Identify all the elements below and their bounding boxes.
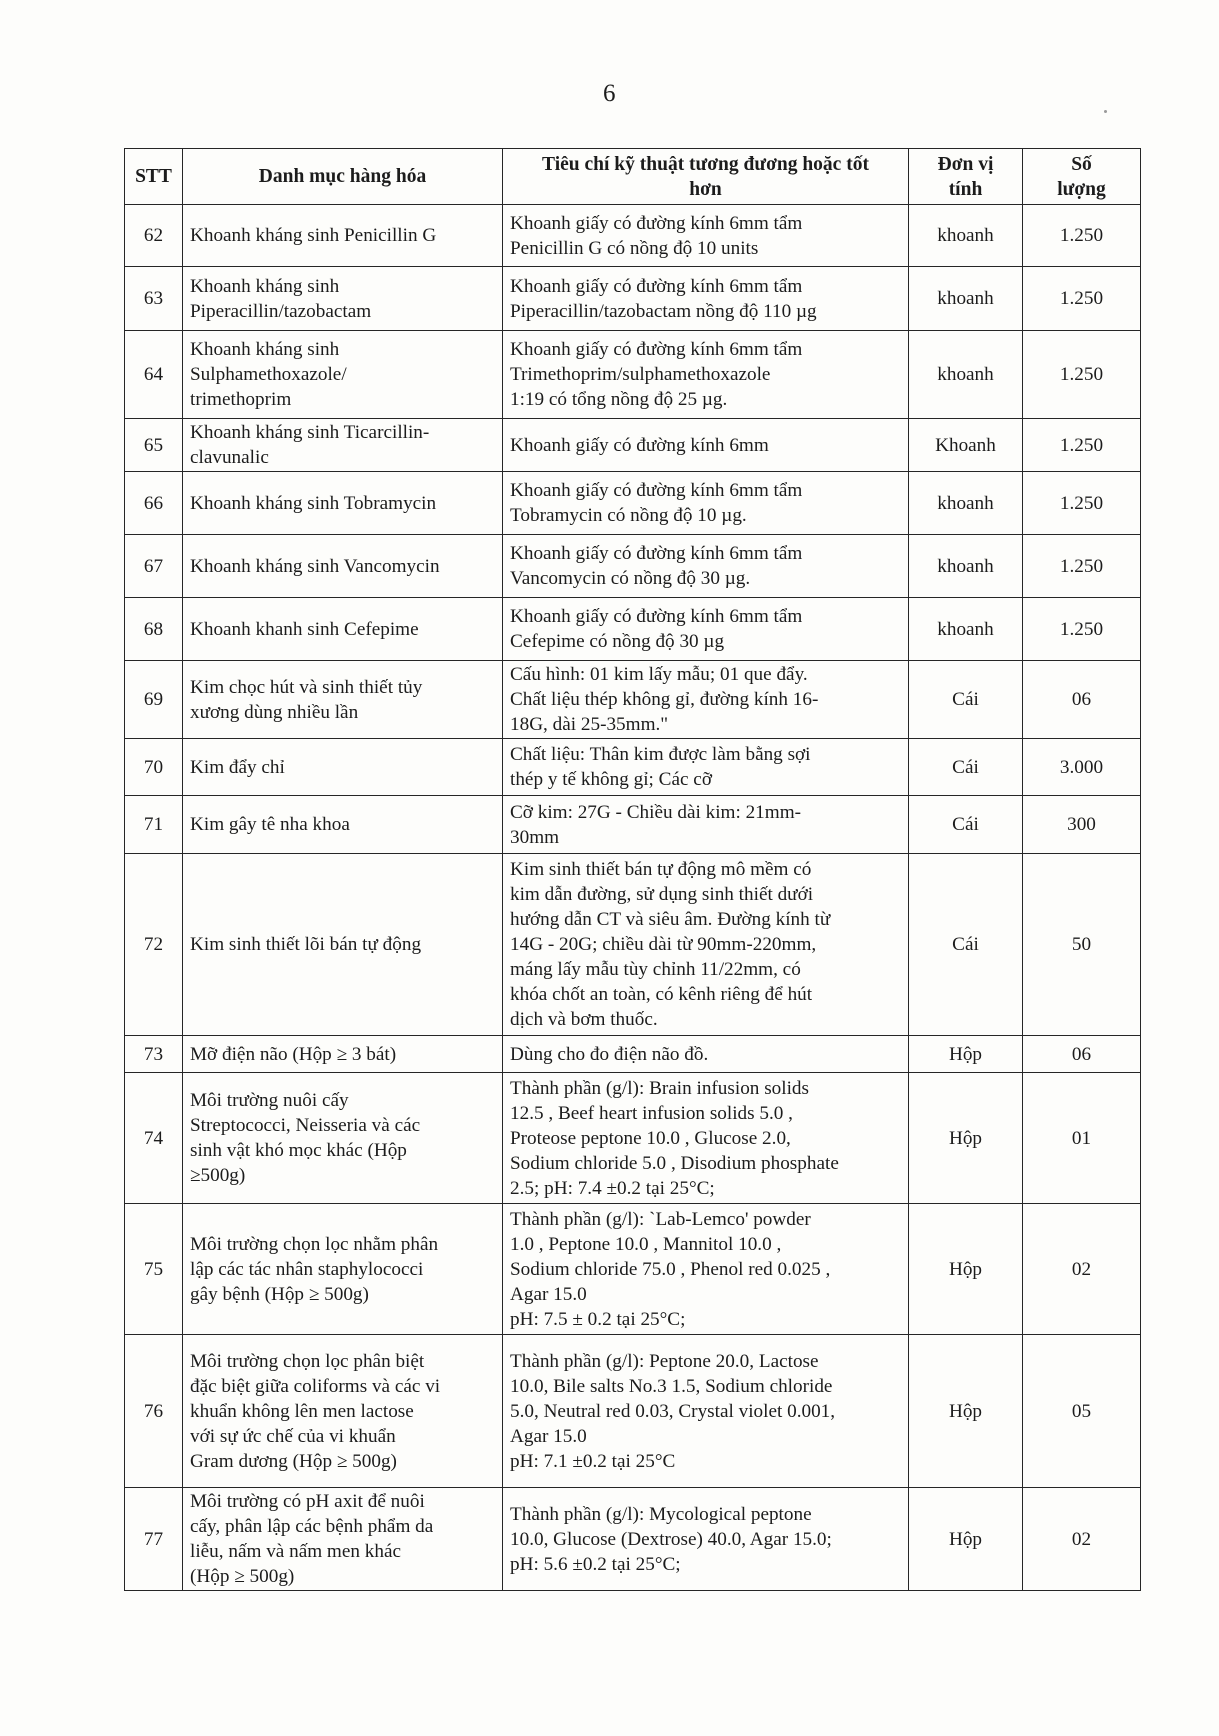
cell-spec [503, 331, 909, 419]
cell-stt: 75 [125, 1204, 183, 1335]
cell-spec-line: 5.0, Neutral red 0.03, Crystal violet 0.001, [510, 1400, 836, 1422]
cell-spec [503, 1204, 909, 1335]
table-row [125, 267, 1141, 331]
cell-name-line: Sulphamethoxazole/ [190, 364, 347, 385]
cell-name [183, 739, 503, 796]
cell-name-line: cấy, phân lập các bệnh phẩm da [190, 1516, 434, 1537]
cell-unit: khoanh [909, 535, 1023, 598]
cell-spec-line: hướng dẫn CT và siêu âm. Đường kính từ [510, 909, 831, 930]
cell-name-line: Môi trường chọn lọc phân biệt [190, 1350, 425, 1372]
cell-name-line: clavunalic [190, 447, 269, 468]
cell-qty: 1.250 [1023, 598, 1141, 661]
cell-unit: Cái [909, 854, 1023, 1036]
cell-spec-line: Sodium chloride 75.0 , Phenol red 0.025 , [510, 1258, 831, 1280]
cell-stt: 67 [125, 535, 183, 598]
cell-spec-line: máng lấy mẫu tùy chỉnh 11/22mm, có [510, 959, 801, 980]
cell-name-line: Mỡ điện não (Hộp ≥ 3 bát) [190, 1043, 397, 1065]
cell-stt: 63 [125, 267, 183, 331]
table-row [125, 472, 1141, 535]
cell-name-line: Kim chọc hút và sinh thiết tủy [190, 676, 423, 698]
cell-name-line: Khoanh kháng sinh [190, 275, 340, 297]
cell-name [183, 661, 503, 739]
cell-spec [503, 267, 909, 331]
cell-spec-line: Khoanh giấy có đường kính 6mm tẩm [510, 480, 803, 501]
cell-stt: 71 [125, 796, 183, 854]
cell-spec-line: Agar 15.0 [510, 1283, 587, 1305]
cell-stt: 69 [125, 661, 183, 739]
cell-unit: Cái [909, 796, 1023, 854]
cell-spec-line: 10.0, Glucose (Dextrose) 40.0, Agar 15.0; [510, 1528, 832, 1550]
cell-spec-line: Khoanh giấy có đường kính 6mm tẩm [510, 212, 803, 234]
cell-spec-line: 12.5 , Beef heart infusion solids 5.0 , [510, 1102, 793, 1124]
cell-spec [503, 854, 909, 1036]
table-row [125, 739, 1141, 796]
cell-unit: Khoanh [909, 419, 1023, 472]
table-body [125, 205, 1141, 1591]
cell-name [183, 796, 503, 854]
goods-table [124, 148, 1141, 1591]
header-name: Danh mục hàng hóa [183, 149, 503, 205]
cell-name-line: gây bệnh (Hộp ≥ 500g) [190, 1283, 369, 1305]
table-row [125, 535, 1141, 598]
cell-name-line: Môi trường có pH axit để nuôi [190, 1491, 425, 1512]
cell-name [183, 267, 503, 331]
cell-unit: Cái [909, 661, 1023, 739]
cell-name-line: Piperacillin/tazobactam [190, 300, 372, 322]
cell-spec-line: 1.0 , Peptone 10.0 , Mannitol 10.0 , [510, 1233, 782, 1255]
page-number: 6 [603, 80, 616, 107]
cell-spec-line: Piperacillin/tazobactam nồng độ 110 µg [510, 300, 817, 322]
cell-qty: 1.250 [1023, 205, 1141, 267]
table-row [125, 205, 1141, 267]
table-row [125, 1036, 1141, 1073]
header-qty-line: Số [1071, 153, 1092, 175]
cell-name-line: Kim sinh thiết lõi bán tự động [190, 934, 422, 955]
header-qty [1023, 149, 1141, 205]
cell-name-line: (Hộp ≥ 500g) [190, 1566, 295, 1587]
cell-stt: 66 [125, 472, 183, 535]
cell-stt: 72 [125, 854, 183, 1036]
cell-spec-line: 10.0, Bile salts No.3 1.5, Sodium chloride [510, 1375, 833, 1397]
cell-spec-line: Khoanh giấy có đường kính 6mm [510, 434, 769, 456]
cell-spec-line: thép y tế không gỉ; Các cỡ [510, 769, 712, 790]
cell-name-line: đặc biệt giữa coliforms và các vi [190, 1375, 441, 1397]
cell-spec-line: kim dẫn đường, sử dụng sinh thiết dưới [510, 884, 814, 905]
table-row [125, 598, 1141, 661]
cell-spec [503, 205, 909, 267]
cell-spec-line: 30mm [510, 826, 560, 848]
table-row [125, 661, 1141, 739]
cell-qty: 06 [1023, 661, 1141, 739]
cell-name [183, 419, 503, 472]
cell-name-line: Môi trường nuôi cấy [190, 1090, 349, 1111]
cell-name [183, 1335, 503, 1488]
cell-spec-line: Cấu hình: 01 kim lấy mẫu; 01 que đẩy. [510, 664, 808, 685]
cell-spec-line: Chất liệu thép không gỉ, đường kính 16- [510, 689, 819, 710]
cell-spec-line: Vancomycin có nồng độ 30 µg. [510, 568, 751, 589]
table-row [125, 331, 1141, 419]
cell-qty: 3.000 [1023, 739, 1141, 796]
cell-name [183, 598, 503, 661]
cell-qty: 06 [1023, 1036, 1141, 1073]
cell-stt: 73 [125, 1036, 183, 1073]
cell-spec-line: Dùng cho đo điện não đồ. [510, 1043, 709, 1065]
cell-qty: 1.250 [1023, 331, 1141, 419]
cell-spec-line: Cỡ kim: 27G - Chiều dài kim: 21mm- [510, 801, 802, 823]
cell-name [183, 1036, 503, 1073]
cell-stt: 77 [125, 1488, 183, 1591]
cell-qty: 1.250 [1023, 472, 1141, 535]
cell-spec-line: Khoanh giấy có đường kính 6mm tẩm [510, 543, 803, 564]
cell-spec-line: Thành phần (g/l): Mycological peptone [510, 1503, 812, 1525]
table-row [125, 1335, 1141, 1488]
cell-name [183, 1073, 503, 1204]
table-row [125, 854, 1141, 1036]
cell-name [183, 331, 503, 419]
cell-unit: khoanh [909, 598, 1023, 661]
cell-qty: 300 [1023, 796, 1141, 854]
cell-stt: 65 [125, 419, 183, 472]
cell-name [183, 205, 503, 267]
cell-spec-line: pH: 5.6 ±0.2 tại 25°C; [510, 1553, 681, 1575]
table-row [125, 1073, 1141, 1204]
header-unit [909, 149, 1023, 205]
cell-name [183, 472, 503, 535]
cell-unit: khoanh [909, 267, 1023, 331]
cell-qty: 02 [1023, 1488, 1141, 1591]
cell-name-line: Môi trường chọn lọc nhằm phân [190, 1233, 439, 1255]
table-row [125, 796, 1141, 854]
cell-spec-line: Thành phần (g/l): Brain infusion solids [510, 1077, 809, 1099]
cell-spec-line: Khoanh giấy có đường kính 6mm tẩm [510, 339, 803, 360]
cell-spec [503, 661, 909, 739]
cell-spec-line: dịch và bơm thuốc. [510, 1009, 658, 1030]
cell-spec-line: Khoanh giấy có đường kính 6mm tẩm [510, 275, 803, 297]
cell-qty: 50 [1023, 854, 1141, 1036]
cell-name-line: Kim gây tê nha khoa [190, 814, 350, 835]
cell-name-line: Khoanh kháng sinh Penicillin G [190, 225, 437, 246]
cell-spec-line: Thành phần (g/l): `Lab-Lemco' powder [510, 1208, 811, 1230]
cell-name-line: Khoanh kháng sinh Vancomycin [190, 555, 440, 577]
cell-name-line: Streptococci, Neisseria và các [190, 1115, 421, 1136]
cell-spec-line: Chất liệu: Thân kim được làm bằng sợi [510, 744, 811, 765]
cell-name-line: với sự ức chế của vi khuẩn [190, 1425, 396, 1447]
cell-name-line: Khoanh khanh sinh Cefepime [190, 618, 419, 640]
cell-name-line: Khoanh kháng sinh Ticarcillin- [190, 422, 430, 443]
cell-stt: 76 [125, 1335, 183, 1488]
cell-qty: 01 [1023, 1073, 1141, 1204]
cell-spec-line: khóa chốt an toàn, có kênh riêng để hút [510, 984, 813, 1005]
cell-name [183, 854, 503, 1036]
cell-spec-line: Thành phần (g/l): Peptone 20.0, Lactose [510, 1350, 819, 1372]
cell-unit: Hộp [909, 1488, 1023, 1591]
cell-spec-line: 18G, dài 25-35mm." [510, 714, 669, 735]
cell-spec-line: pH: 7.1 ±0.2 tại 25°C [510, 1450, 676, 1472]
cell-stt: 68 [125, 598, 183, 661]
cell-unit: Cái [909, 739, 1023, 796]
cell-stt: 64 [125, 331, 183, 419]
cell-name-line: Khoanh kháng sinh [190, 339, 340, 360]
cell-name-line: liễu, nấm và nấm men khác [190, 1541, 401, 1562]
header-spec-line: Tiêu chí kỹ thuật tương đương hoặc tốt [542, 153, 869, 175]
cell-spec-line: Tobramycin có nồng độ 10 µg. [510, 505, 747, 526]
cell-spec-line: pH: 7.5 ± 0.2 tại 25°C; [510, 1308, 686, 1330]
cell-qty: 05 [1023, 1335, 1141, 1488]
header-spec-line: hơn [689, 178, 722, 200]
cell-name-line: khuẩn không lên men lactose [190, 1400, 414, 1422]
cell-spec [503, 419, 909, 472]
table-row [125, 1204, 1141, 1335]
cell-name-line: Khoanh kháng sinh Tobramycin [190, 492, 437, 514]
cell-name-line: trimethoprim [190, 389, 292, 410]
cell-qty: 1.250 [1023, 267, 1141, 331]
cell-spec-line: Khoanh giấy có đường kính 6mm tẩm [510, 606, 803, 627]
cell-spec [503, 1488, 909, 1591]
cell-spec-line: Kim sinh thiết bán tự động mô mềm có [510, 859, 812, 880]
cell-spec [503, 598, 909, 661]
cell-name-line: ≥500g) [190, 1165, 246, 1186]
table-row [125, 419, 1141, 472]
cell-spec [503, 739, 909, 796]
cell-name-line: lập các tác nhân staphylococci [190, 1258, 424, 1280]
cell-spec-line: Trimethoprim/sulphamethoxazole [510, 364, 771, 385]
cell-unit: Hộp [909, 1204, 1023, 1335]
header-spec [503, 149, 909, 205]
cell-name [183, 1488, 503, 1591]
cell-spec-line: Cefepime có nồng độ 30 µg [510, 631, 725, 652]
cell-name [183, 1204, 503, 1335]
cell-spec-line: 2.5; pH: 7.4 ±0.2 tại 25°C; [510, 1177, 715, 1199]
cell-spec [503, 1036, 909, 1073]
cell-spec-line: Proteose peptone 10.0 , Glucose 2.0, [510, 1127, 791, 1149]
table-row [125, 1488, 1141, 1591]
cell-name [183, 535, 503, 598]
header-qty-line: lượng [1057, 178, 1106, 200]
cell-spec [503, 472, 909, 535]
cell-name-line: Gram dương (Hộp ≥ 500g) [190, 1450, 397, 1472]
cell-spec-line: 14G - 20G; chiều dài từ 90mm-220mm, [510, 934, 817, 955]
cell-stt: 70 [125, 739, 183, 796]
cell-name-line: Kim đẩy chỉ [190, 756, 285, 778]
cell-qty: 1.250 [1023, 419, 1141, 472]
cell-stt: 62 [125, 205, 183, 267]
cell-spec-line: Agar 15.0 [510, 1425, 587, 1447]
cell-stt: 74 [125, 1073, 183, 1204]
cell-unit: Hộp [909, 1036, 1023, 1073]
cell-name-line: sinh vật khó mọc khác (Hộp [190, 1140, 407, 1161]
cell-spec-line: Penicillin G có nồng độ 10 units [510, 237, 759, 259]
header-unit-line: Đơn vị [937, 153, 994, 175]
cell-unit: khoanh [909, 205, 1023, 267]
header-unit-line: tính [948, 178, 983, 200]
cell-spec [503, 535, 909, 598]
cell-qty: 02 [1023, 1204, 1141, 1335]
cell-spec-line: 1:19 có tổng nồng độ 25 µg. [510, 389, 728, 410]
cell-unit: Hộp [909, 1335, 1023, 1488]
header-stt: STT [125, 149, 183, 205]
cell-spec-line: Sodium chloride 5.0 , Disodium phosphate [510, 1152, 839, 1174]
cell-name-line: xương dùng nhiều lần [190, 701, 359, 723]
cell-spec [503, 1073, 909, 1204]
header-row [125, 149, 1141, 205]
cell-unit: khoanh [909, 472, 1023, 535]
cell-qty: 1.250 [1023, 535, 1141, 598]
cell-spec [503, 796, 909, 854]
cell-spec [503, 1335, 909, 1488]
cell-unit: khoanh [909, 331, 1023, 419]
scan-speck [1104, 110, 1107, 113]
cell-unit: Hộp [909, 1073, 1023, 1204]
